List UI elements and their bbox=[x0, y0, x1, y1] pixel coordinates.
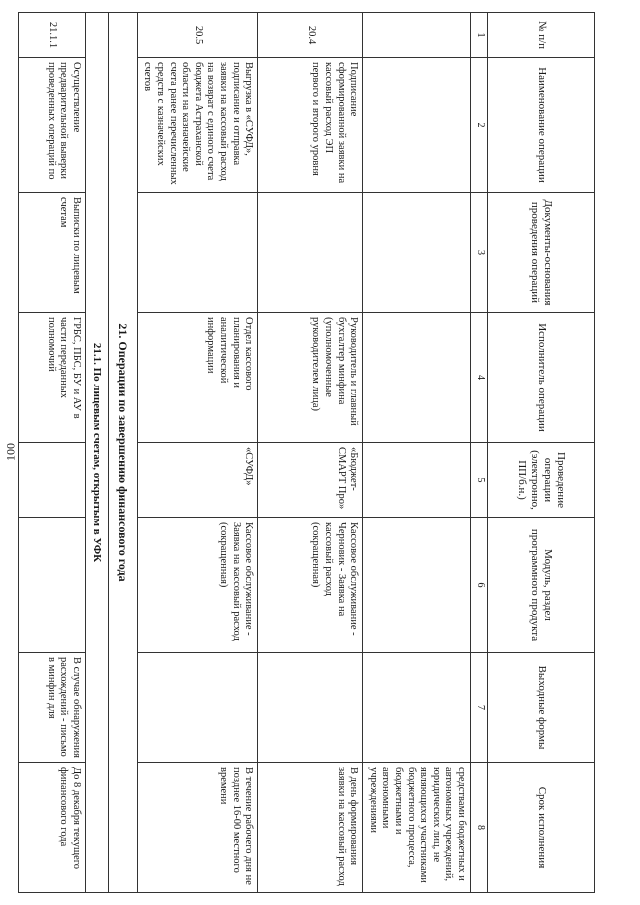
conduct bbox=[18, 443, 85, 518]
header-number: № п/п bbox=[488, 13, 595, 58]
table-cell bbox=[363, 58, 471, 193]
column-number: 3 bbox=[471, 193, 488, 313]
operations-table-container bbox=[40, 12, 595, 892]
page-number: 100 bbox=[3, 443, 18, 461]
output-forms bbox=[137, 653, 257, 763]
basis-documents bbox=[258, 193, 363, 313]
table-cell bbox=[363, 653, 471, 763]
table-cell bbox=[363, 13, 471, 58]
operation-name: Осуществление предварительной выверки проведенных операций по bbox=[18, 58, 85, 193]
column-number: 7 bbox=[471, 653, 488, 763]
row-number: 21.1.1 bbox=[18, 13, 85, 58]
row-number: 20.4 bbox=[258, 13, 363, 58]
continuation-deadline: средствами бюджетных и автономных учреждений, юридических лиц, не являющихся участниками бюджетного процесса, бюджетными и автономными учреждениями bbox=[363, 763, 471, 893]
header-basis-documents: Документы-основания проведения операций bbox=[488, 193, 595, 313]
header-deadline: Срок исполнения bbox=[488, 763, 595, 893]
conduct: «Бюджет-СМАРТ Про» bbox=[258, 443, 363, 518]
section-row bbox=[108, 13, 137, 893]
operation-name: Подписание сформированной заявки на кассовый расход ЭП первого и второго уровня bbox=[258, 58, 363, 193]
executor: ГРБС, ПБС, БУ и АУ в части переданных полномочий bbox=[18, 313, 85, 443]
basis-documents: Выписки по лицевым счетам bbox=[18, 193, 85, 313]
executor: Отдел кассового планирования и аналитической информации bbox=[137, 313, 257, 443]
conduct: «СУФД» bbox=[137, 443, 257, 518]
header-conduct: Проведение операции (электронно, ПП/б.н.) bbox=[488, 443, 595, 518]
column-number: 4 bbox=[471, 313, 488, 443]
column-number: 6 bbox=[471, 518, 488, 653]
header-output-forms: Выходные формы bbox=[488, 653, 595, 763]
operation-name: Выгрузка в «СУФД», подписание и отправка заявки на кассовый расход на возврат с единого счета бюджета Астраханской области на казначейские счета ранее перечисленных средств с казначейских счетов bbox=[137, 58, 257, 193]
column-number: 1 bbox=[471, 13, 488, 58]
basis-documents bbox=[137, 193, 257, 313]
module bbox=[18, 518, 85, 653]
table-row-20-4 bbox=[258, 13, 363, 893]
module: Кассовое обслуживание - Черновик - Заявка на кассовый расход (сокращенная) bbox=[258, 518, 363, 653]
operations-table bbox=[18, 12, 595, 893]
table-cell bbox=[363, 443, 471, 518]
column-number: 5 bbox=[471, 443, 488, 518]
subsection-title: 21.1. По лицевым счетам, открытым в УФК bbox=[85, 13, 108, 893]
table-cell bbox=[363, 518, 471, 653]
table-cell bbox=[363, 313, 471, 443]
header-operation-name: Наименование операции bbox=[488, 58, 595, 193]
column-number: 8 bbox=[471, 763, 488, 893]
executor: Руководитель и главный бухгалтер минфина (уполномоченные руководителем лица) bbox=[258, 313, 363, 443]
deadline: В течение рабочего дня не позднее 16-00 местного времени bbox=[137, 763, 257, 893]
row-number: 20.5 bbox=[137, 13, 257, 58]
table-header-row bbox=[488, 13, 595, 893]
table-row-20-5 bbox=[137, 13, 257, 893]
deadline: До 8 декабря текущего финансового года bbox=[18, 763, 85, 893]
header-module: Модуль, раздел программного продукта bbox=[488, 518, 595, 653]
deadline: В день формирования заявки на кассовый расход bbox=[258, 763, 363, 893]
continuation-row bbox=[363, 13, 471, 893]
header-executor: Исполнитель операции bbox=[488, 313, 595, 443]
module: Кассовое обслуживание - Заявка на кассовый расход (сокращенная) bbox=[137, 518, 257, 653]
column-number: 2 bbox=[471, 58, 488, 193]
subsection-row bbox=[85, 13, 108, 893]
output-forms bbox=[258, 653, 363, 763]
table-row-21-1-1 bbox=[18, 13, 85, 893]
output-forms: В случае обнаружения расхождений - письмо в минфин для bbox=[18, 653, 85, 763]
table-cell bbox=[363, 193, 471, 313]
section-title: 21. Операции по завершению финансового года bbox=[108, 13, 137, 893]
column-numbers-row bbox=[471, 13, 488, 893]
